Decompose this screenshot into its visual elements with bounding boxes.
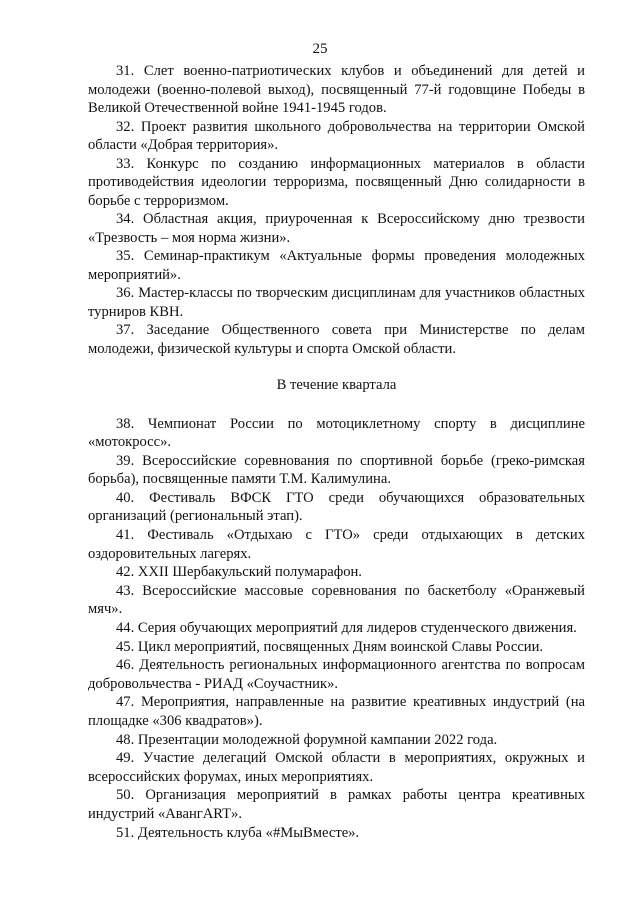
list-item: 33. Конкурс по созданию информационных материалов в области противодействия идеологии терроризма, посвященный Дню солидарности в борьбе с терроризмом. xyxy=(88,155,585,209)
list-item: 51. Деятельность клуба «#МыВместе». xyxy=(116,824,360,841)
items-list-after xyxy=(88,415,585,843)
list-item: 45. Цикл мероприятий, посвященных Дням воинской Славы России. xyxy=(116,638,544,655)
list-item: 46. Деятельность региональных информационного агентства по вопросам добровольчества - РИАД «Соучастник». xyxy=(88,657,585,692)
list-item: 34. Областная акция, приуроченная к Всероссийскому дню трезвости «Трезвость – моя норма жизни». xyxy=(88,211,585,246)
list-item: 35. Семинар-практикум «Актуальные формы проведения молодежных мероприятий». xyxy=(88,248,585,283)
list-item: 42. XXII Шербакульский полумарафон. xyxy=(116,564,362,581)
list-item: 31. Слет военно-патриотических клубов и объединений для детей и молодежи (военно-полевой выход), посвященный 77-й годовщине Победы в Великой Отечественной войне 1941-1945 годов. xyxy=(88,63,585,116)
list-item: 36. Мастер-классы по творческим дисциплинам для участников областных турниров КВН. xyxy=(88,285,585,320)
list-item: 32. Проект развития школьного добровольчества на территории Омской области «Добрая территория». xyxy=(88,118,585,153)
list-item: 47. Мероприятия, направленные на развитие креативных индустрий (на площадке «306 квадратов»). xyxy=(88,694,585,729)
page-number: 25 xyxy=(312,41,328,57)
list-item: 44. Серия обучающих мероприятий для лидеров студенческого движения. xyxy=(116,620,577,637)
list-item: 38. Чемпионат России по мотоциклетному спорту в дисциплине «мотокросс». xyxy=(88,415,585,451)
list-item: 37. Заседание Общественного совета при Министерстве по делам молодежи, физической культуры и спорта Омской области. xyxy=(88,322,585,357)
list-item: 48. Презентации молодежной форумной кампании 2022 года. xyxy=(116,731,498,748)
list-item: 40. Фестиваль ВФСК ГТО среди обучающихся образовательных организаций (региональный этап). xyxy=(88,489,585,525)
items-list-before xyxy=(88,62,585,358)
list-item: 49. Участие делегаций Омской области в мероприятиях, окружных и всероссийских форумах, иных мероприятиях. xyxy=(88,750,585,785)
list-item: 50. Организация мероприятий в рамках работы центра креативных индустрий «АвангART». xyxy=(88,787,585,822)
list-item: 41. Фестиваль «Отдыхаю с ГТО» среди отдыхающих в детских оздоровительных лагерях. xyxy=(88,527,585,562)
section-heading: В течение квартала xyxy=(276,377,397,393)
list-item: 39. Всероссийские соревнования по спортивной борьбе (греко-римская борьба), посвященные памяти Т.М. Калимулина. xyxy=(88,452,585,488)
document-body xyxy=(88,62,585,842)
list-item: 43. Всероссийские массовые соревнования по баскетболу «Оранжевый мяч». xyxy=(88,582,585,618)
